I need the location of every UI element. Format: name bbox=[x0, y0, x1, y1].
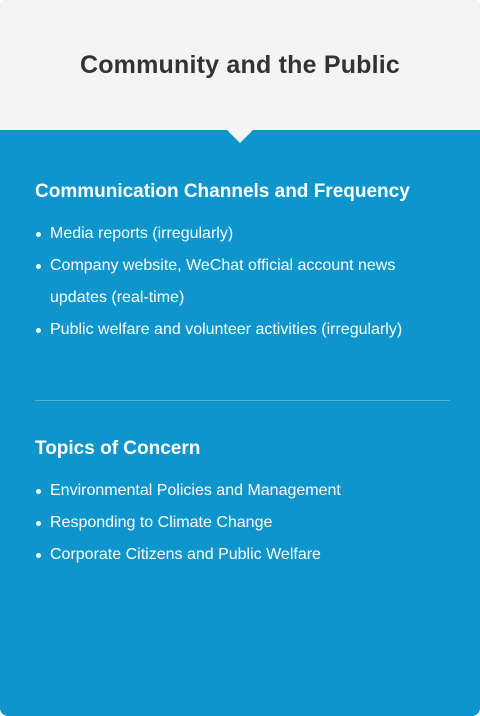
bullet-dot-icon bbox=[36, 489, 41, 494]
card-body bbox=[0, 130, 480, 571]
list-item bbox=[35, 475, 450, 507]
section-divider bbox=[35, 400, 450, 401]
bullet-list bbox=[35, 475, 450, 571]
section-communication-channels bbox=[35, 178, 450, 346]
list-item bbox=[35, 218, 450, 250]
bullet-list bbox=[35, 218, 450, 346]
list-item-text: Corporate Citizens and Public Welfare bbox=[50, 546, 321, 563]
list-item bbox=[35, 250, 450, 314]
header-pointer-arrow bbox=[227, 130, 253, 143]
section-title: Communication Channels and Frequency bbox=[35, 181, 410, 202]
list-item bbox=[35, 539, 450, 571]
list-item-text: Company website, WeChat official account news updates (real-time) bbox=[50, 257, 396, 306]
section-title: Topics of Concern bbox=[35, 438, 201, 459]
card-title: Community and the Public bbox=[79, 50, 401, 79]
list-item-text: Public welfare and volunteer activities (irregularly) bbox=[50, 321, 403, 338]
section-topics-of-concern bbox=[35, 435, 450, 571]
list-item bbox=[35, 507, 450, 539]
list-item-text: Media reports (irregularly) bbox=[50, 225, 234, 242]
bullet-dot-icon bbox=[36, 521, 41, 526]
card-header bbox=[0, 0, 480, 130]
bullet-dot-icon bbox=[36, 264, 41, 269]
list-item-text: Environmental Policies and Management bbox=[50, 482, 341, 499]
bullet-dot-icon bbox=[36, 328, 41, 333]
list-item-text: Responding to Climate Change bbox=[50, 514, 273, 531]
bullet-dot-icon bbox=[36, 553, 41, 558]
bullet-dot-icon bbox=[36, 232, 41, 237]
list-item bbox=[35, 314, 450, 346]
